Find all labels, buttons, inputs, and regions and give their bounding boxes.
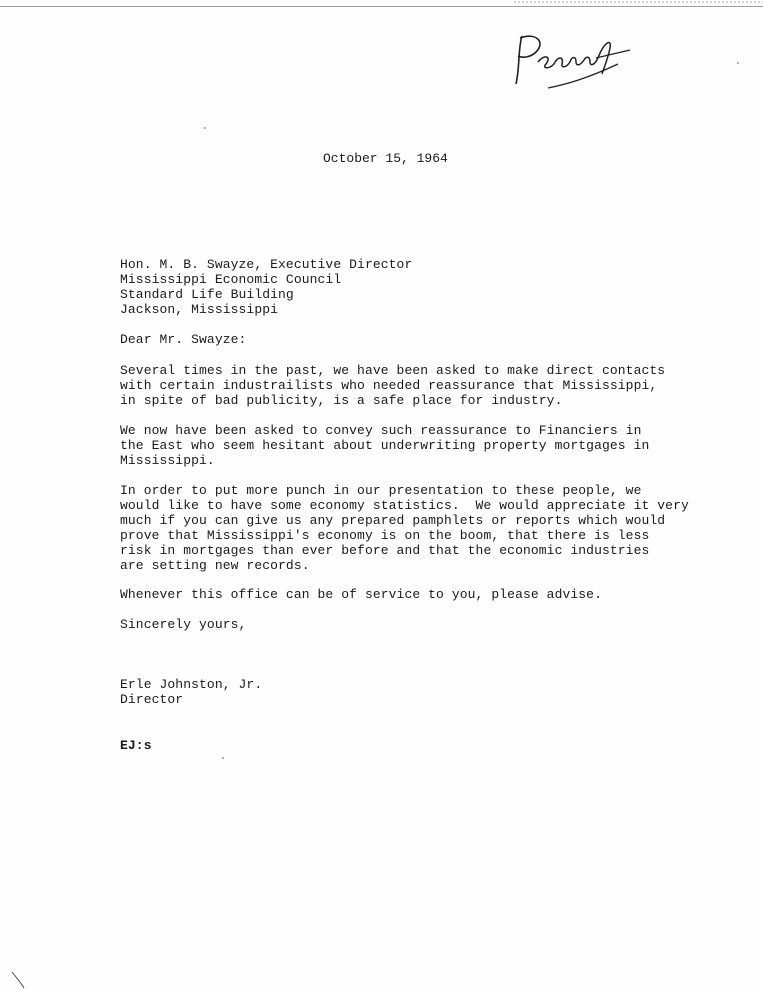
top-edge-rule (0, 6, 763, 7)
body-line: prove that Mississippi's economy is on the boom, that there is less (120, 528, 650, 543)
body-line: Several times in the past, we have been asked to make direct contacts (120, 363, 666, 378)
body-line: with certain industrailists who needed reassurance that Mississippi, (120, 378, 658, 393)
address-line-3: Standard Life Building (120, 287, 294, 302)
body-line: In order to put more punch in our presentation to these people, we (120, 483, 642, 498)
scan-speck (204, 127, 206, 129)
handwritten-annotation-text: Pecun (508, 28, 512, 29)
body-line: would like to have some economy statistics. We would appreciate it very (120, 498, 689, 513)
body-line: risk in mortgages than ever before and that the economic industries (120, 543, 650, 558)
body-line: Whenever this office can be of service to you, please advise. (120, 587, 602, 602)
signer-title: Director (120, 692, 184, 707)
body-line: are setting new records. (120, 558, 310, 573)
body-line: Mississippi. (120, 453, 215, 468)
body-line: the East who seem hesitant about underwriting property mortgages in (120, 438, 650, 453)
signer-name: Erle Johnston, Jr. (120, 677, 263, 692)
top-edge-scan-noise (513, 0, 763, 4)
salutation: Dear Mr. Swayze: (120, 332, 247, 347)
scan-speck (222, 757, 224, 759)
handwritten-annotation (508, 28, 638, 103)
closing: Sincerely yours, (120, 617, 247, 632)
typist-initials: EJ:s (120, 738, 152, 753)
body-line: We now have been asked to convey such reassurance to Financiers in (120, 423, 642, 438)
address-line-2: Mississippi Economic Council (120, 272, 342, 287)
scan-speck (737, 62, 739, 64)
body-line: much if you can give us any prepared pamphlets or reports which would (120, 513, 666, 528)
address-line-4: Jackson, Mississippi (120, 302, 279, 317)
body-line: in spite of bad publicity, is a safe place for industry. (120, 393, 563, 408)
letter-date: October 15, 1964 (323, 151, 448, 166)
scan-edge-mark (10, 970, 30, 990)
address-line-1: Hon. M. B. Swayze, Executive Director (120, 257, 413, 272)
